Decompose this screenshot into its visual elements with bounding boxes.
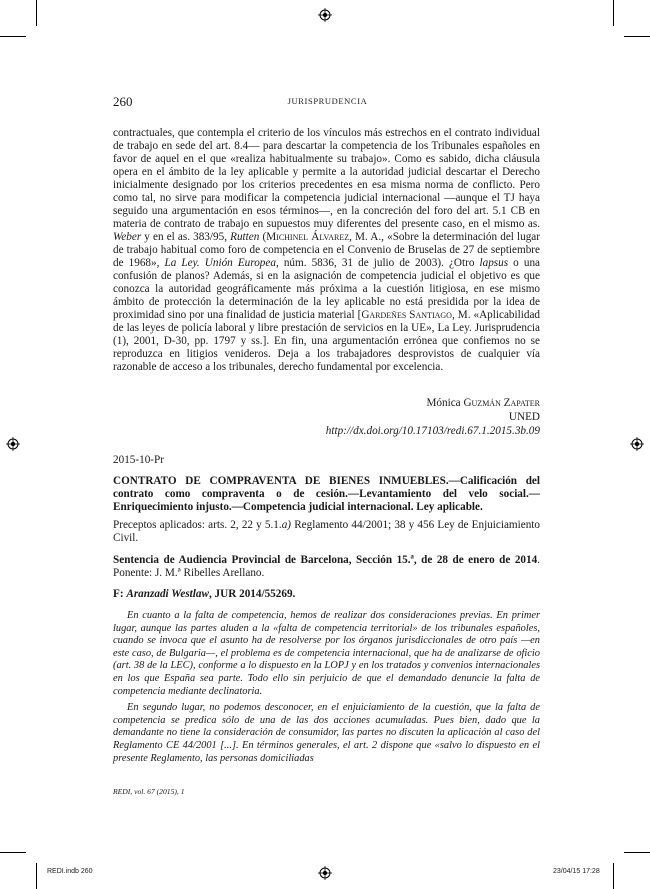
registration-mark-icon (318, 8, 332, 22)
precepts-text: Preceptos aplicados: arts. 2, 22 y 5.1. (113, 519, 282, 531)
source-database: Aranzadi Westlaw (126, 588, 209, 600)
source-id: , JUR 2014/55269. (208, 588, 296, 600)
author-name: Michinel Álvarez (266, 231, 350, 243)
quote-paragraph: En cuanto a la falta de competencia, hemos de realizar dos consideraciones previas. En primer lugar, aunque las partes aluden a la «falta de competencia territorial» de los tribunales españoles, cuando se invoca que el asunto ha de resolverse por los órganos jurisdiccionales de otro país —en este caso, de Bulgaria—, el problema es de competencia internacional, que ha de analizarse de oficio (art. 38 de la LEC), conforme a lo dispuesto en la LOPJ y en los tratados y convenios internacionales en los que España sea parte. Todo ello sin perjuicio de que el demandado denuncie la falta de competencia mediante declinatoria. (113, 610, 540, 697)
source-label: F: (113, 588, 127, 600)
source-reference (113, 588, 540, 601)
crop-mark-br-v (613, 863, 614, 889)
crop-mark-tr-h (624, 36, 650, 37)
page-number: 260 (113, 94, 133, 109)
author-last-name: Guzmán Zapater (463, 397, 540, 409)
sentence-title: Sentencia de Audiencia Provincial de Barcelona, Sección 15.ª, de 28 de enero de 2014 (113, 554, 538, 566)
quote-paragraph: En segundo lugar, no podemos desconocer, en el enjuiciamiento de la cuestión, que la falta de competencia se predica sólo de una de las dos acciones acumuladas. Pues bien, dado que la demandante no tiene la consideración de consumidor, las partes no discuten la aplicación al caso del Reglamento CE 44/2001 [...]. En términos generales, el art. 2 dispone que «salvo lo dispuesto en el presente Reglamento, las personas domiciliadas (113, 702, 540, 764)
precepts-letter: a) (281, 519, 292, 531)
registration-mark-icon (318, 866, 332, 880)
crop-mark-bl-h (0, 852, 26, 853)
reference-text: , M. «Aplicabilidad de las leyes de policía laboral y libre prestación de servicios en la UE», La Ley. Jurisprudencia (1), 2001, D-30, pp. 1797 y ss.]. En fin, una argumentación errónea que confiemos no se reproduzca en litigios venideros. Deja a los trabajadores desprovistos de cualquier vía razonable de acceso a los tribunales, derecho fundamental por excelencia. (113, 309, 540, 373)
body-text: o una confusión de planos? Además, si en la asignación de competencia judicial el objetivo es que conozca la autoridad geográficamente más próxima a la cuestión litigiosa, en ese mismo ámbito de protección la determinación de la ley aplicable no está presidida por la idea de proximidad sino por una finalidad de justicia material [ (113, 257, 541, 321)
precepts-text: Reglamento 44/2001; 38 y 456 Ley de Enjuiciamiento Civil. (113, 519, 540, 544)
slug-date: 23/04/15 17:28 (553, 868, 600, 875)
crop-mark-tl-h (0, 36, 26, 37)
latin-term: lapsus (479, 257, 509, 269)
sentence-heading (113, 554, 540, 580)
entry-title: CONTRATO DE COMPRAVENTA DE BIENES INMUEBLES.—Calificación del contrato como compraventa o de cesión.—Levantamiento del velo social.—Enriquecimiento injusto.—Competencia judicial internacional. Ley aplicable. (113, 475, 540, 513)
quoted-judgment (113, 610, 540, 765)
case-name: Rutten (230, 231, 260, 243)
journal-name: La Ley. Unión Europea, (164, 257, 279, 269)
crop-mark-bl-v (36, 863, 37, 889)
entry-code: 2015-10-Pr (113, 454, 164, 466)
case-name: Weber (113, 231, 142, 243)
crop-mark-tr-v (613, 0, 614, 26)
doi-link[interactable]: http://dx.doi.org/10.17103/redi.67.1.2015.3b.09 (325, 425, 540, 437)
footer-journal: REDI, vol. 67 (2015), 1 (113, 787, 185, 796)
author-first-name: Mónica (426, 397, 464, 409)
signature-affiliation: UNED (508, 411, 540, 423)
signature-name (240, 397, 540, 410)
precepts-applied (113, 519, 540, 545)
reference-text: , M. A., «Sobre la determinación del lugar de trabajo habitual como foro de competencia en el Convenio de Bruselas de 27 de septiembre de 1968», (113, 231, 541, 269)
body-text: ( (259, 231, 267, 243)
crop-mark-br-h (624, 852, 650, 853)
crop-mark-tl-v (36, 0, 37, 26)
body-text: contractuales, que contempla el criterio de los vínculos más estrechos en el contrato individual de trabajo en sede del art. 8.4— para descartar la competencia de los Tribunales españoles en favor de aquel en el que «realiza habitualmente su trabajo». Como es sabido, dicha cláusula opera en el ámbito de la ley aplicable y permite a la autoridad judicial descartar el Derecho inicialmente designado por los criterios precedentes en esa misma norma de conflicto. Pero como tal, no sirve para modificar la competencia judicial internacional —aunque el TJ haya seguido una argumentación en esos términos—, en la concreción del foro del art. 5.1 CB en materia de contrato de trabajo en supuestos muy diferentes del presente caso, en el mismo as. (113, 127, 540, 230)
registration-mark-icon (6, 437, 20, 451)
running-head: JURISPRUDENCIA (287, 96, 368, 106)
sentence-ponente: . Ponente: J. M.ª Ribelles Arellano. (113, 554, 540, 579)
body-text: y en el as. 383/95, (141, 231, 231, 243)
author-name: Gardeñes Santiago (361, 309, 452, 321)
slug-file: REDI.indb 260 (47, 868, 93, 875)
body-paragraph (113, 127, 540, 374)
reference-text: núm. 5836, 31 de julio de 2003). ¿Otro (278, 257, 480, 269)
registration-mark-icon (630, 437, 644, 451)
